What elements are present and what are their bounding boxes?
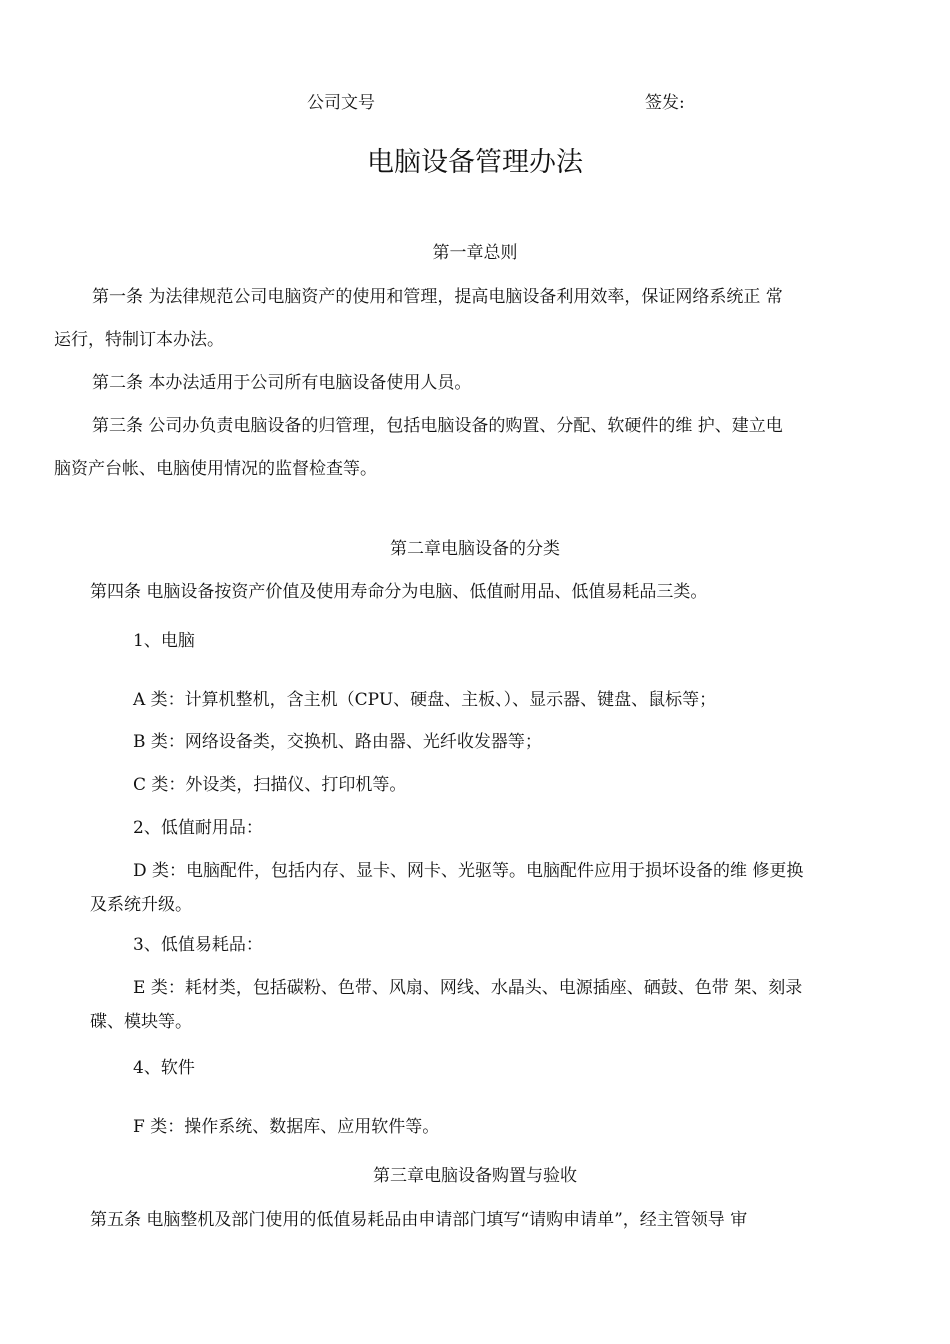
class-f: F 类：操作系统、数据库、应用软件等。 bbox=[133, 1117, 440, 1137]
class-a: A 类：计算机整机，含主机（CPU、硬盘、主板、）、显示器、键盘、鼠标等； bbox=[133, 690, 717, 710]
chapter-2-heading: 第二章电脑设备的分类 bbox=[390, 539, 560, 559]
article-1-line-1: 第一条 为法律规范公司电脑资产的使用和管理，提高电脑设备利用效率，保证网络系统正 常 bbox=[92, 287, 783, 307]
category-1: 1、电脑 bbox=[133, 631, 195, 651]
article-3-line-1: 第三条 公司办负责电脑设备的归管理，包括电脑设备的购置、分配、软硬件的维 护、建立电 bbox=[92, 416, 783, 436]
class-d-line-2: 及系统升级。 bbox=[90, 895, 192, 915]
issued-label: 签发: bbox=[645, 93, 685, 113]
category-4: 4、软件 bbox=[133, 1058, 195, 1078]
class-d-line-1: D 类：电脑配件，包括内存、显卡、网卡、光驱等。电脑配件应用于损坏设备的维 修更换 bbox=[133, 861, 804, 881]
article-3-line-2: 脑资产台帐、电脑使用情况的监督检查等。 bbox=[54, 459, 377, 479]
category-3: 3、低值易耗品： bbox=[133, 935, 263, 955]
article-5-line-1: 第五条 电脑整机及部门使用的低值易耗品由申请部门填写“请购申请单”，经主管领导 审 bbox=[90, 1210, 748, 1230]
chapter-1-heading: 第一章总则 bbox=[432, 243, 518, 263]
article-1-line-2: 运行，特制订本办法。 bbox=[54, 330, 224, 350]
article-2: 第二条 本办法适用于公司所有电脑设备使用人员。 bbox=[92, 373, 472, 393]
class-b: B 类：网络设备类，交换机、路由器、光纤收发器等； bbox=[133, 732, 542, 752]
class-e-line-2: 碟、模块等。 bbox=[90, 1012, 192, 1032]
class-c: C 类：外设类，扫描仪、打印机等。 bbox=[133, 775, 407, 795]
article-4: 第四条 电脑设备按资产价值及使用寿命分为电脑、低值耐用品、低值易耗品三类。 bbox=[90, 582, 708, 602]
chapter-3-heading: 第三章电脑设备购置与验收 bbox=[373, 1166, 577, 1186]
document-title: 电脑设备管理办法 bbox=[367, 147, 583, 178]
doc-number-label: 公司文号 bbox=[307, 93, 375, 113]
category-2: 2、低值耐用品： bbox=[133, 818, 263, 838]
class-e-line-1: E 类：耗材类，包括碳粉、色带、风扇、网线、水晶头、电源插座、硒鼓、色带 架、刻录 bbox=[133, 978, 803, 998]
